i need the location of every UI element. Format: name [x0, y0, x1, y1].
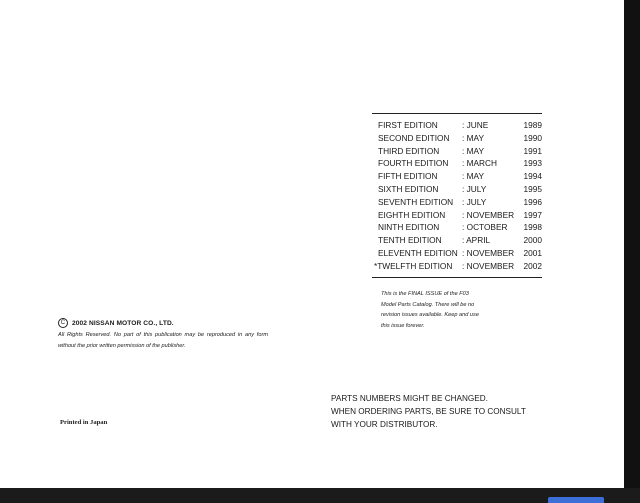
final-note-line: Model Parts Catalog. There will be no	[381, 301, 475, 308]
parts-notice-line: WHEN ORDERING PARTS, BE SURE TO CONSULT	[331, 407, 526, 416]
edition-row	[372, 234, 542, 247]
edition-label: FOURTH EDITION	[378, 158, 449, 169]
copyright-block	[58, 318, 268, 352]
edition-year: 1996	[523, 196, 542, 207]
edition-row	[372, 157, 542, 170]
edition-year: 1991	[523, 145, 542, 156]
final-note-line: This is the FINAL ISSUE of the F03	[381, 291, 469, 297]
edition-month: : JUNE	[462, 120, 489, 130]
parts-notice-line: PARTS NUMBERS MIGHT BE CHANGED.	[331, 394, 488, 403]
final-note-line: this issue forever.	[381, 322, 425, 329]
edition-row	[372, 221, 542, 234]
final-note-line: revision issues available. Keep and use	[381, 312, 479, 318]
edition-year: 1995	[523, 183, 542, 194]
edition-month: : APRIL	[462, 235, 491, 246]
edition-month: : MAY	[462, 132, 484, 143]
edition-year: 1993	[523, 158, 542, 169]
edition-month: : MARCH	[462, 158, 498, 169]
taskbar-accent	[548, 497, 604, 503]
copyright-icon: C	[58, 318, 68, 328]
edition-row	[372, 119, 542, 132]
edition-row	[372, 209, 542, 222]
bottom-rule	[372, 277, 542, 278]
edition-label: TENTH EDITION	[378, 235, 442, 246]
edition-month: : JULY	[462, 196, 487, 207]
edition-row	[372, 170, 542, 183]
edition-row	[372, 247, 542, 260]
edition-row	[372, 183, 542, 196]
edition-year: 1998	[523, 222, 542, 233]
edition-label: EIGHTH EDITION	[378, 209, 446, 220]
edition-rows	[372, 114, 542, 277]
edition-history-table	[372, 113, 542, 278]
edition-label: NINTH EDITION	[378, 222, 440, 233]
edition-year: 1990	[523, 132, 542, 143]
edition-label: *TWELFTH EDITION	[374, 260, 453, 271]
window-edge-right	[624, 0, 640, 503]
final-issue-note	[381, 289, 521, 331]
edition-row	[372, 196, 542, 209]
edition-year: 2002	[523, 260, 542, 271]
edition-month: : MAY	[462, 171, 484, 182]
edition-month: : OCTOBER	[462, 222, 508, 233]
edition-row	[372, 145, 542, 158]
parts-notice-line: WITH YOUR DISTRIBUTOR.	[331, 420, 438, 429]
edition-row	[372, 132, 542, 145]
copyright-holder: 2002 NISSAN MOTOR CO., LTD.	[72, 319, 174, 327]
printed-in-japan: Printed in Japan	[60, 419, 108, 426]
edition-month: : JULY	[462, 183, 487, 194]
edition-month: : MAY	[462, 145, 484, 156]
parts-notice	[331, 392, 545, 431]
edition-month: : NOVEMBER	[462, 209, 515, 220]
window-edge-bottom	[0, 488, 640, 503]
edition-month: : NOVEMBER	[462, 260, 515, 271]
edition-label: FIRST EDITION	[378, 120, 438, 130]
edition-label: SECOND EDITION	[378, 132, 450, 143]
edition-label: THIRD EDITION	[378, 145, 440, 156]
edition-year: 1994	[523, 171, 542, 182]
rights-statement: All Rights Reserved. No part of this publication may be reproduced in any form without the prior written permission of the publisher.	[58, 332, 268, 350]
edition-year: 2001	[523, 247, 542, 258]
copyright-line	[58, 318, 268, 328]
edition-label: FIFTH EDITION	[378, 171, 438, 182]
edition-month: : NOVEMBER	[462, 247, 515, 258]
edition-year: 1989	[523, 120, 542, 130]
edition-row-current	[372, 260, 542, 273]
edition-label: SEVENTH EDITION	[378, 196, 454, 207]
edition-year: 1997	[523, 209, 542, 220]
edition-year: 2000	[523, 235, 542, 246]
edition-label: ELEVENTH EDITION	[378, 247, 458, 258]
edition-label: SIXTH EDITION	[378, 183, 439, 194]
